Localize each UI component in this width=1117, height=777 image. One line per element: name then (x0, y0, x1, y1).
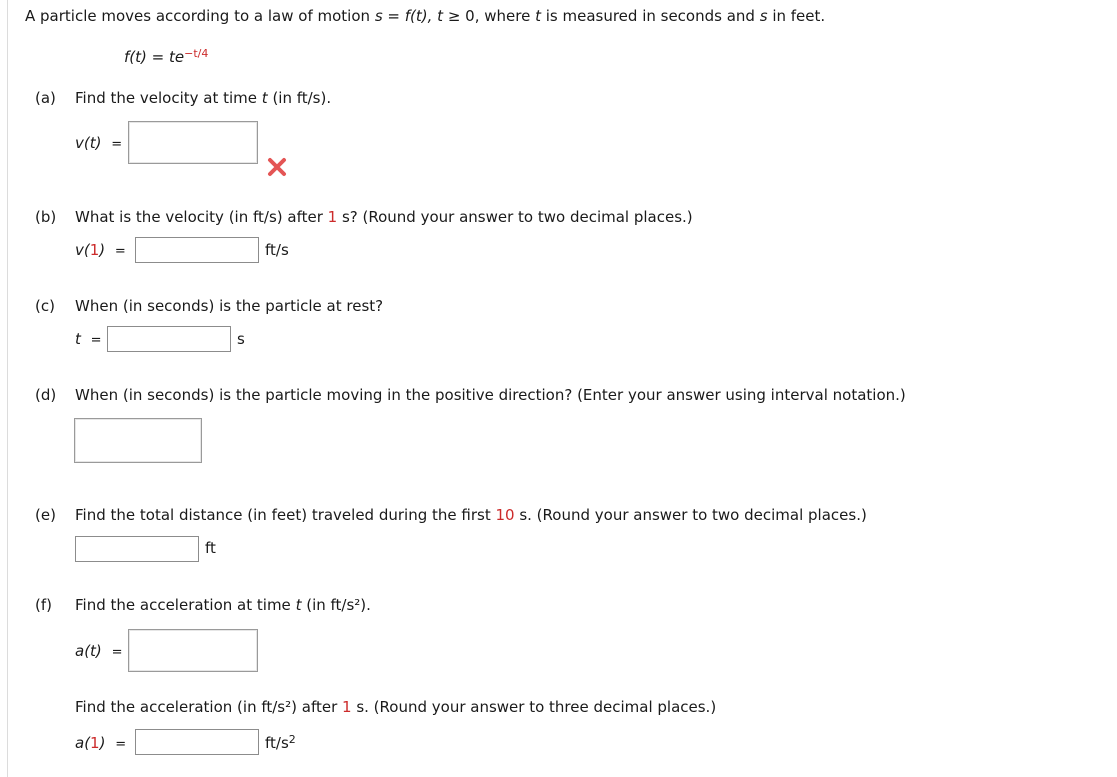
part-c-question: When (in seconds) is the particle at rest? (75, 297, 384, 315)
total-distance-input[interactable] (75, 536, 199, 562)
distance-unit: ft (205, 539, 216, 557)
velocity-input[interactable] (128, 121, 258, 164)
rest-time-input[interactable] (107, 326, 231, 352)
part-b-label: (b) (35, 208, 57, 226)
positive-direction-input[interactable] (74, 418, 202, 463)
part-d-question: When (in seconds) is the particle moving in the positive direction? (Enter your answer using interval notation.) (75, 386, 906, 404)
velocity-field-label: v(t) = (75, 134, 123, 152)
formula-exponent: −t/4 (184, 47, 209, 60)
part-a-label: (a) (35, 89, 56, 107)
acceleration-field-label: a(t) = (75, 642, 123, 660)
rest-time-unit: s (237, 330, 245, 348)
acceleration-unit: $ft/s^2$ (265, 733, 296, 752)
part-e-question: Find the total distance (in feet) traveled during the first 10 s. (Round your answer to two decimal places.) (75, 506, 867, 524)
part-f-question: Find the acceleration at time t (in ft/s²). (75, 596, 371, 614)
rest-time-label: t = (75, 330, 102, 348)
acceleration-at-1-label: a(1) = (75, 734, 127, 752)
part-e-label: (e) (35, 506, 56, 524)
incorrect-x-icon (266, 156, 288, 178)
problem-statement: A particle moves according to a law of motion s = f(t), t ≥ 0, where t is measured in seconds and s in feet. (25, 7, 826, 25)
part-b-question: What is the velocity (in ft/s) after 1 s? (Round your answer to two decimal places.) (75, 208, 693, 226)
formula: $f(t) = te^{-t/4}$ (124, 47, 209, 66)
velocity-at-1-input[interactable] (135, 237, 259, 263)
part-a-question: Find the velocity at time t (in ft/s). (75, 89, 332, 107)
acceleration-input[interactable] (128, 629, 258, 672)
acceleration-at-1-input[interactable] (135, 729, 259, 755)
part-d-label: (d) (35, 386, 57, 404)
part-c-label: (c) (35, 297, 55, 315)
part-f-label: (f) (35, 596, 52, 614)
velocity-unit: ft/s (265, 241, 289, 259)
velocity-at-1-label: v(1) = (75, 241, 126, 259)
part-f2-question: Find the acceleration (in ft/s²) after 1 s. (Round your answer to three decimal places.) (75, 698, 717, 716)
